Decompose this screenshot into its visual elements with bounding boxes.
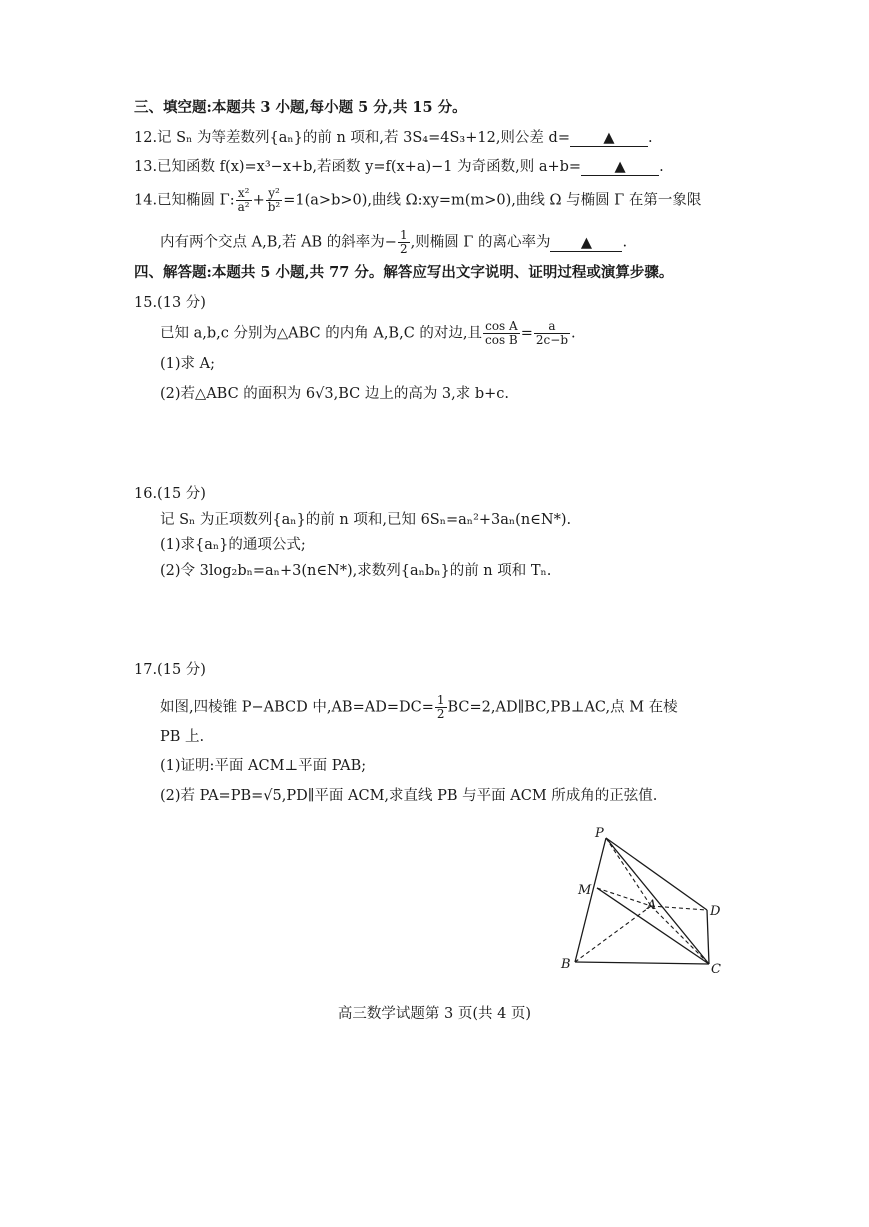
q15-stem-a: 已知 a,b,c 分别为△ABC 的内角 A,B,C 的对边,且 <box>160 325 483 342</box>
q15-frac2-den: 2c−b <box>535 333 569 347</box>
q13-text: 13.已知函数 f(x)=x³−x+b,若函数 y=f(x+a)−1 为奇函数,则 a+b= <box>134 159 582 175</box>
edge-AC-dashed <box>651 906 709 964</box>
label-M: M <box>578 883 592 898</box>
edge-AD-dashed <box>651 906 707 910</box>
q15-frac2-num: a <box>534 320 570 334</box>
edge-MA-dashed <box>597 888 651 906</box>
label-P: P <box>595 826 604 841</box>
label-D: D <box>710 904 721 919</box>
q15-frac-den: cos B <box>485 333 518 347</box>
q16-part1: (1)求{aₙ}的通项公式; <box>160 537 306 553</box>
q13-mark: ▲ <box>614 159 626 175</box>
q17-frac-num: 1 <box>436 693 445 707</box>
q14-mark: ▲ <box>580 234 593 251</box>
edge-BC <box>575 962 709 964</box>
q14-line2b: ,则椭圆 Γ 的离心率为 <box>410 234 551 251</box>
q12-text: 12.记 Sₙ 为等差数列{aₙ}的前 n 项和,若 3S₄=4S₃+12,则公差 d= <box>134 130 570 146</box>
q17-part2: (2)若 PA=PB=√5,PD∥平面 ACM,求直线 PB 与平面 ACM 所成角的正弦值. <box>160 788 658 804</box>
q15-stem-end: . <box>571 325 576 342</box>
q14-part2: =1(a>b>0),曲线 Ω:xy=m(m>0),曲线 Ω 与椭圆 Γ 在第一象限 <box>283 192 702 209</box>
q14-frac1-num: x² <box>236 187 252 201</box>
label-C: C <box>711 962 721 977</box>
q12-end: . <box>647 130 653 146</box>
label-B: B <box>561 957 571 972</box>
q14-line2a: 内有两个交点 A,B,若 AB 的斜率为− <box>160 234 397 251</box>
q15-frac-num: cos A <box>483 320 520 334</box>
section3-heading: 三、填空题:本题共 3 小题,每小题 5 分,共 15 分。 <box>134 99 467 116</box>
q17-title: 17.(15 分) <box>134 662 206 678</box>
q17-stem-cont: PB 上. <box>160 729 205 745</box>
q15-eq: = <box>520 325 533 342</box>
q12-mark: ▲ <box>603 130 615 146</box>
q17-stem-a: 如图,四棱锥 P−ABCD 中,AB=AD=DC= <box>160 699 434 716</box>
q14-frac2-num: y² <box>266 187 283 201</box>
q15-part1: (1)求 A; <box>160 356 216 372</box>
q13-end: . <box>659 159 664 175</box>
q14-frac3-num: 1 <box>399 228 408 242</box>
q14-part1: 14.已知椭圆 Γ: <box>134 192 235 209</box>
q17-part1: (1)证明:平面 ACM⊥平面 PAB; <box>160 758 367 774</box>
q16-part2: (2)令 3log₂bₙ=aₙ+3(n∈N*),求数列{aₙbₙ}的前 n 项和 Tₙ. <box>160 563 552 579</box>
edge-PA-dashed <box>606 838 651 906</box>
q14-frac2-den: b² <box>267 200 281 214</box>
q14-frac3-den: 2 <box>399 242 408 256</box>
q16-stem: 记 Sₙ 为正项数列{aₙ}的前 n 项和,已知 6Sₙ=aₙ²+3aₙ(n∈N*). <box>160 512 572 528</box>
q17-stem-b: BC=2,AD∥BC,PB⊥AC,点 M 在棱 <box>447 699 678 716</box>
q14-end: . <box>622 234 628 251</box>
q15-part2: (2)若△ABC 的面积为 6√3,BC 边上的高为 3,求 b+c. <box>160 386 510 402</box>
q16-title: 16.(15 分) <box>134 486 206 502</box>
edge-DC <box>707 910 709 964</box>
q15-title: 15.(13 分) <box>134 295 206 311</box>
q17-frac-den: 2 <box>436 707 445 721</box>
q14-frac1-den: a² <box>237 200 250 214</box>
edge-PB <box>575 838 606 962</box>
section4-heading: 四、解答题:本题共 5 小题,共 77 分。解答应写出文字说明、证明过程或演算步骤。 <box>134 264 674 281</box>
page-footer: 高三数学试题第 3 页(共 4 页) <box>337 1006 532 1022</box>
q14-plus: + <box>252 192 265 209</box>
label-A: A <box>647 898 657 913</box>
